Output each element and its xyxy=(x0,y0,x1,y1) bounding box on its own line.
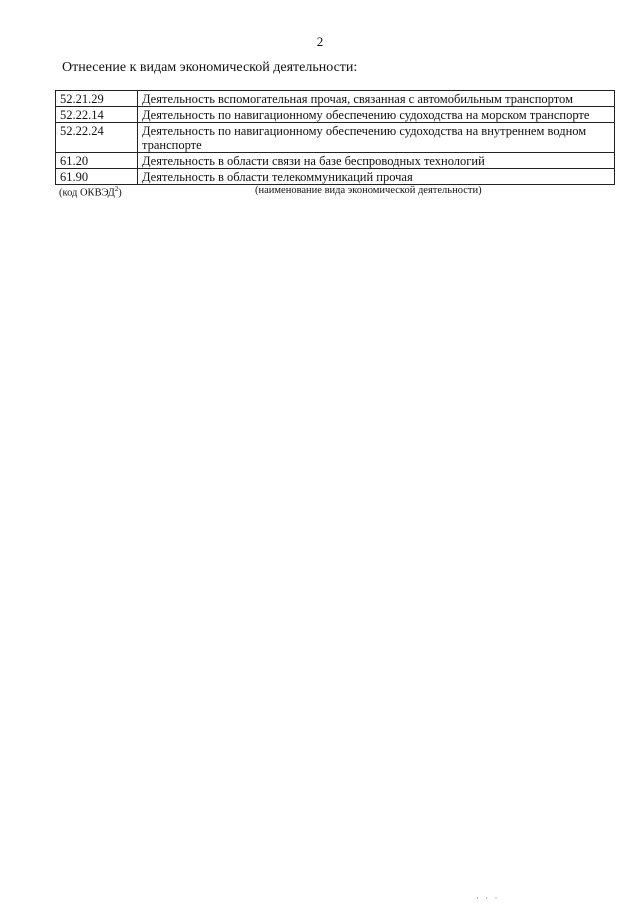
footnote-marker: 2 xyxy=(114,185,119,193)
table-row xyxy=(56,169,615,185)
code-caption-label: (код ОКВЭД xyxy=(59,187,115,199)
okved-code: 52.22.24 xyxy=(56,123,138,153)
okved-table xyxy=(55,90,615,185)
activity-name: Деятельность в области телекоммуникаций прочая xyxy=(138,169,615,185)
table-row xyxy=(56,153,615,169)
page-number: 2 xyxy=(316,34,324,49)
activity-name: Деятельность в области связи на базе беспроводных технологий xyxy=(138,153,615,169)
activity-name: Деятельность вспомогательная прочая, связанная с автомобильным транспортом xyxy=(138,91,615,107)
name-caption: (наименование вида экономической деятельности) xyxy=(255,185,482,196)
table-row xyxy=(56,107,615,123)
activity-name: Деятельность по навигационному обеспечению судоходства на внутреннем водном транспорте xyxy=(138,123,615,153)
code-caption-close: ) xyxy=(118,187,122,199)
okved-code: 61.20 xyxy=(56,153,138,169)
okved-code: 52.21.29 xyxy=(56,91,138,107)
scan-marks: · · · xyxy=(476,893,500,903)
okved-code: 52.22.14 xyxy=(56,107,138,123)
table-row xyxy=(56,123,615,153)
activity-name: Деятельность по навигационному обеспечению судоходства на морском транспорте xyxy=(138,107,615,123)
section-heading: Отнесение к видам экономической деятельности: xyxy=(62,60,358,75)
code-caption xyxy=(59,185,122,199)
table-row xyxy=(56,91,615,107)
okved-code: 61.90 xyxy=(56,169,138,185)
